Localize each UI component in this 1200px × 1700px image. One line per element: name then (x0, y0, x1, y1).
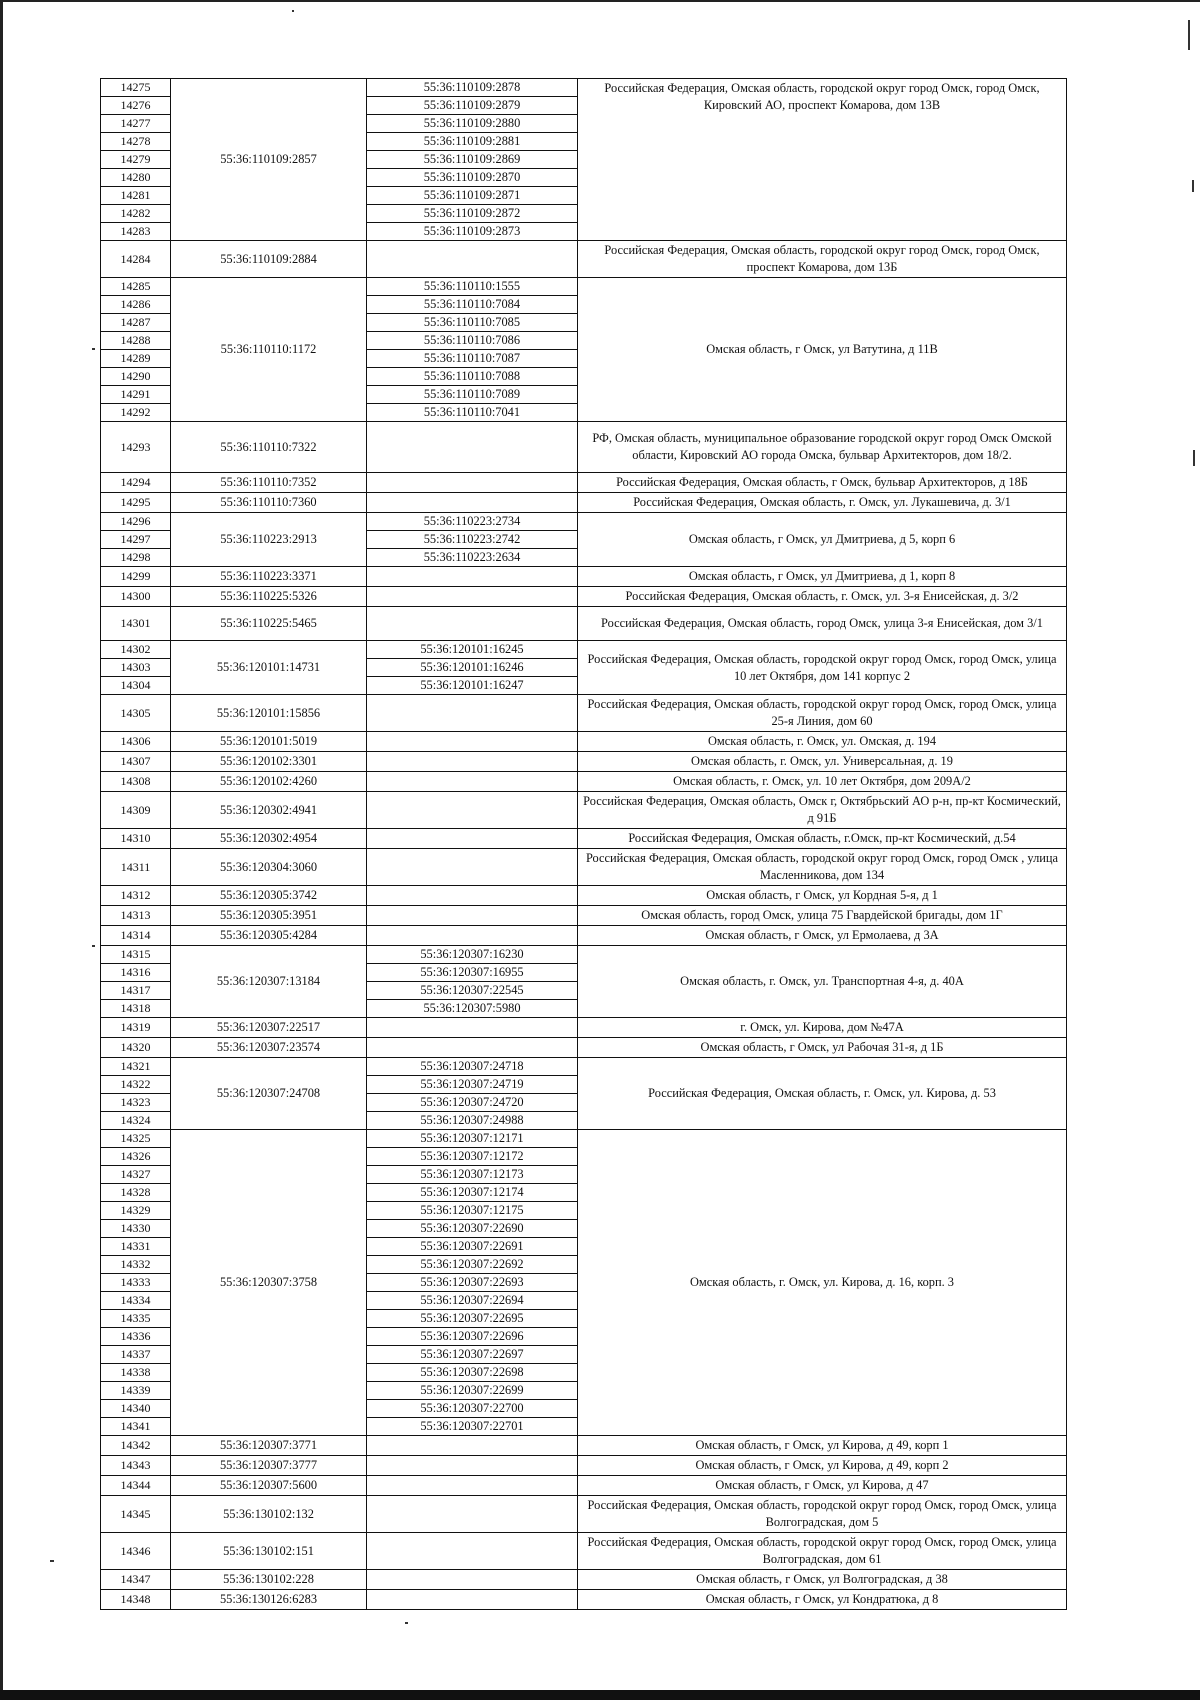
table-row (101, 1456, 1067, 1476)
table-row (101, 849, 1067, 886)
included-object-cell-empty (367, 1533, 578, 1570)
address-cell: Омская область, г. Омск, ул. 10 лет Октября, дом 209А/2 (578, 772, 1067, 792)
row-number-cell: 14346 (101, 1533, 171, 1570)
row-number-cell: 14341 (101, 1418, 171, 1436)
table-row (101, 422, 1067, 473)
cadastral-number-cell: 55:36:120307:23574 (171, 1038, 367, 1058)
cadastral-number-cell: 55:36:110110:7322 (171, 422, 367, 473)
address-cell: Российская Федерация, Омская область, город Омск, улица 3-я Енисейская, дом 3/1 (578, 607, 1067, 641)
row-number-cell: 14339 (101, 1382, 171, 1400)
cadastral-number-cell: 55:36:120307:24708 (171, 1058, 367, 1130)
scan-edge-left (0, 0, 3, 1700)
row-number-cell: 14293 (101, 422, 171, 473)
table-row (101, 1058, 1067, 1076)
cadastral-number-cell: 55:36:120101:14731 (171, 641, 367, 695)
included-object-cell: 55:36:120307:12174 (367, 1184, 578, 1202)
row-number-cell: 14334 (101, 1292, 171, 1310)
included-object-cell: 55:36:120307:22693 (367, 1274, 578, 1292)
table-row (101, 926, 1067, 946)
row-number-cell: 14314 (101, 926, 171, 946)
row-number-cell: 14288 (101, 332, 171, 350)
row-number-cell: 14277 (101, 115, 171, 133)
table-row (101, 1130, 1067, 1148)
included-object-cell: 55:36:120307:16955 (367, 964, 578, 982)
row-number-cell: 14337 (101, 1346, 171, 1364)
row-number-cell: 14301 (101, 607, 171, 641)
included-object-cell: 55:36:110110:1555 (367, 278, 578, 296)
row-number-cell: 14338 (101, 1364, 171, 1382)
included-object-cell-empty (367, 1436, 578, 1456)
cadastral-number-cell: 55:36:120304:3060 (171, 849, 367, 886)
row-number-cell: 14309 (101, 792, 171, 829)
included-object-cell: 55:36:120101:16245 (367, 641, 578, 659)
row-number-cell: 14340 (101, 1400, 171, 1418)
address-cell: Омская область, г Омск, ул Кондратюка, д 8 (578, 1590, 1067, 1610)
table-row (101, 1436, 1067, 1456)
included-object-cell-empty (367, 849, 578, 886)
cadastral-number-cell: 55:36:110225:5465 (171, 607, 367, 641)
row-number-cell: 14318 (101, 1000, 171, 1018)
included-object-cell-empty (367, 607, 578, 641)
included-object-cell: 55:36:120307:12172 (367, 1148, 578, 1166)
row-number-cell: 14307 (101, 752, 171, 772)
included-object-cell-empty (367, 886, 578, 906)
included-object-cell: 55:36:120307:24718 (367, 1058, 578, 1076)
included-object-cell: 55:36:120307:12173 (367, 1166, 578, 1184)
cadastral-number-cell: 55:36:110109:2884 (171, 241, 367, 278)
cadastral-number-cell: 55:36:130102:151 (171, 1533, 367, 1570)
row-number-cell: 14330 (101, 1220, 171, 1238)
included-object-cell: 55:36:110223:2734 (367, 513, 578, 531)
row-number-cell: 14324 (101, 1112, 171, 1130)
address-cell: Омская область, г. Омск, ул. Транспортная 4-я, д. 40А (578, 946, 1067, 1018)
row-number-cell: 14281 (101, 187, 171, 205)
address-cell: Омская область, г Омск, ул Ермолаева, д 3А (578, 926, 1067, 946)
address-cell: Российская Федерация, Омская область, городской округ город Омск, город Омск, улица Волгоградская, дом 5 (578, 1496, 1067, 1533)
address-cell: Омская область, город Омск, улица 75 Гвардейской бригады, дом 1Г (578, 906, 1067, 926)
cadastral-number-cell: 55:36:120305:3951 (171, 906, 367, 926)
cadastral-number-cell: 55:36:120302:4954 (171, 829, 367, 849)
cadastral-number-cell: 55:36:120305:3742 (171, 886, 367, 906)
scan-speck (92, 945, 95, 947)
address-cell: Российская Федерация, Омская область, г. Омск, ул. 3-я Енисейская, д. 3/2 (578, 587, 1067, 607)
included-object-cell: 55:36:120307:22697 (367, 1346, 578, 1364)
row-number-cell: 14311 (101, 849, 171, 886)
scan-edge-bottom (0, 1690, 1200, 1700)
included-object-cell-empty (367, 587, 578, 607)
address-cell: Российская Федерация, Омская область, г. Омск, ул. Лукашевича, д. 3/1 (578, 493, 1067, 513)
table-row (101, 1018, 1067, 1038)
row-number-cell: 14304 (101, 677, 171, 695)
included-object-cell: 55:36:110109:2879 (367, 97, 578, 115)
included-object-cell: 55:36:110109:2872 (367, 205, 578, 223)
included-object-cell-empty (367, 772, 578, 792)
row-number-cell: 14312 (101, 886, 171, 906)
row-number-cell: 14291 (101, 386, 171, 404)
cadastral-number-cell: 55:36:120307:3777 (171, 1456, 367, 1476)
table-row (101, 241, 1067, 278)
included-object-cell: 55:36:110109:2869 (367, 151, 578, 169)
row-number-cell: 14276 (101, 97, 171, 115)
cadastral-number-cell: 55:36:120307:5600 (171, 1476, 367, 1496)
included-object-cell-empty (367, 695, 578, 732)
table-row (101, 829, 1067, 849)
row-number-cell: 14320 (101, 1038, 171, 1058)
included-object-cell: 55:36:120307:22695 (367, 1310, 578, 1328)
included-object-cell: 55:36:120307:24988 (367, 1112, 578, 1130)
cadastral-number-cell: 55:36:110223:3371 (171, 567, 367, 587)
included-object-cell: 55:36:110110:7087 (367, 350, 578, 368)
included-object-cell-empty (367, 1496, 578, 1533)
included-object-cell: 55:36:120101:16247 (367, 677, 578, 695)
row-number-cell: 14305 (101, 695, 171, 732)
address-cell: Омская область, г Омск, ул Волгоградская, д 38 (578, 1570, 1067, 1590)
cadastral-number-cell: 55:36:120102:3301 (171, 752, 367, 772)
row-number-cell: 14289 (101, 350, 171, 368)
included-object-cell: 55:36:120307:24719 (367, 1076, 578, 1094)
row-number-cell: 14335 (101, 1310, 171, 1328)
table-row (101, 79, 1067, 97)
row-number-cell: 14290 (101, 368, 171, 386)
included-object-cell-empty (367, 241, 578, 278)
row-number-cell: 14313 (101, 906, 171, 926)
included-object-cell: 55:36:110110:7041 (367, 404, 578, 422)
row-number-cell: 14300 (101, 587, 171, 607)
table-row (101, 473, 1067, 493)
cadastral-number-cell: 55:36:120101:15856 (171, 695, 367, 732)
table-row (101, 1038, 1067, 1058)
address-cell: Омская область, г Омск, ул Кирова, д 49, корп 1 (578, 1436, 1067, 1456)
included-object-cell: 55:36:120307:22700 (367, 1400, 578, 1418)
included-object-cell-empty (367, 1456, 578, 1476)
included-object-cell-empty (367, 493, 578, 513)
table-row (101, 886, 1067, 906)
address-cell: Российская Федерация, Омская область, городской округ город Омск, город Омск , улица Масленникова, дом 134 (578, 849, 1067, 886)
address-cell: Российская Федерация, Омская область, г.Омск, пр-кт Космический, д.54 (578, 829, 1067, 849)
included-object-cell: 55:36:120307:5980 (367, 1000, 578, 1018)
cadastral-number-cell: 55:36:120102:4260 (171, 772, 367, 792)
included-object-cell: 55:36:120307:22696 (367, 1328, 578, 1346)
table-row (101, 1533, 1067, 1570)
address-cell: Омская область, г. Омск, ул. Кирова, д. 16, корп. 3 (578, 1130, 1067, 1436)
table-row (101, 772, 1067, 792)
cadastral-number-cell: 55:36:110110:7360 (171, 493, 367, 513)
table-row (101, 587, 1067, 607)
row-number-cell: 14297 (101, 531, 171, 549)
included-object-cell: 55:36:120307:22545 (367, 982, 578, 1000)
included-object-cell-empty (367, 906, 578, 926)
table-row (101, 1590, 1067, 1610)
row-number-cell: 14279 (101, 151, 171, 169)
included-object-cell-empty (367, 1590, 578, 1610)
row-number-cell: 14285 (101, 278, 171, 296)
cadastral-number-cell: 55:36:110110:7352 (171, 473, 367, 493)
table-row (101, 752, 1067, 772)
row-number-cell: 14328 (101, 1184, 171, 1202)
cadastral-number-cell: 55:36:110223:2913 (171, 513, 367, 567)
row-number-cell: 14294 (101, 473, 171, 493)
included-object-cell-empty (367, 926, 578, 946)
included-object-cell: 55:36:120307:16230 (367, 946, 578, 964)
included-object-cell: 55:36:120307:22690 (367, 1220, 578, 1238)
row-number-cell: 14302 (101, 641, 171, 659)
address-cell: Омская область, г. Омск, ул. Универсальная, д. 19 (578, 752, 1067, 772)
row-number-cell: 14287 (101, 314, 171, 332)
address-cell: Российская Федерация, Омская область, городской округ город Омск, город Омск, улица 10 лет Октября, дом 141 корпус 2 (578, 641, 1067, 695)
address-cell: Российская Федерация, Омская область, городской округ город Омск, город Омск, улица 25-я Линия, дом 60 (578, 695, 1067, 732)
row-number-cell: 14303 (101, 659, 171, 677)
cadastral-table-body (101, 79, 1067, 1610)
address-cell: РФ, Омская область, муниципальное образование городской округ город Омск Омской области, Кировский АО города Омска, бульвар Архитекторов, дом 18/2. (578, 422, 1067, 473)
address-cell: Омская область, г Омск, ул Рабочая 31-я, д 1Б (578, 1038, 1067, 1058)
included-object-cell-empty (367, 732, 578, 752)
included-object-cell: 55:36:120307:22694 (367, 1292, 578, 1310)
row-number-cell: 14323 (101, 1094, 171, 1112)
table-row (101, 1476, 1067, 1496)
scan-speck (50, 1560, 54, 1562)
address-cell: Омская область, г Омск, ул Кирова, д 47 (578, 1476, 1067, 1496)
included-object-cell-empty (367, 1570, 578, 1590)
table-row (101, 792, 1067, 829)
row-number-cell: 14275 (101, 79, 171, 97)
cadastral-number-cell: 55:36:110109:2857 (171, 79, 367, 241)
included-object-cell-empty (367, 829, 578, 849)
included-object-cell: 55:36:110110:7084 (367, 296, 578, 314)
row-number-cell: 14325 (101, 1130, 171, 1148)
row-number-cell: 14284 (101, 241, 171, 278)
scan-speck (1192, 180, 1194, 192)
row-number-cell: 14319 (101, 1018, 171, 1038)
cadastral-number-cell: 55:36:120307:3771 (171, 1436, 367, 1456)
row-number-cell: 14326 (101, 1148, 171, 1166)
row-number-cell: 14292 (101, 404, 171, 422)
cadastral-number-cell: 55:36:120307:3758 (171, 1130, 367, 1436)
row-number-cell: 14344 (101, 1476, 171, 1496)
row-number-cell: 14310 (101, 829, 171, 849)
included-object-cell-empty (367, 1038, 578, 1058)
address-cell: г. Омск, ул. Кирова, дом №47А (578, 1018, 1067, 1038)
row-number-cell: 14321 (101, 1058, 171, 1076)
included-object-cell: 55:36:110109:2881 (367, 133, 578, 151)
row-number-cell: 14296 (101, 513, 171, 531)
row-number-cell: 14299 (101, 567, 171, 587)
table-row (101, 493, 1067, 513)
address-cell: Омская область, г Омск, ул Дмитриева, д 1, корп 8 (578, 567, 1067, 587)
row-number-cell: 14280 (101, 169, 171, 187)
table-row (101, 567, 1067, 587)
included-object-cell: 55:36:120307:22699 (367, 1382, 578, 1400)
included-object-cell: 55:36:120307:12171 (367, 1130, 578, 1148)
row-number-cell: 14329 (101, 1202, 171, 1220)
row-number-cell: 14336 (101, 1328, 171, 1346)
table-row (101, 1570, 1067, 1590)
cadastral-number-cell: 55:36:120307:13184 (171, 946, 367, 1018)
table-row (101, 1496, 1067, 1533)
included-object-cell: 55:36:110109:2870 (367, 169, 578, 187)
row-number-cell: 14317 (101, 982, 171, 1000)
included-object-cell: 55:36:120307:22691 (367, 1238, 578, 1256)
scan-edge-top (0, 0, 1200, 2)
included-object-cell-empty (367, 473, 578, 493)
included-object-cell: 55:36:120307:24720 (367, 1094, 578, 1112)
row-number-cell: 14282 (101, 205, 171, 223)
row-number-cell: 14347 (101, 1570, 171, 1590)
cadastral-number-cell: 55:36:110225:5326 (171, 587, 367, 607)
included-object-cell: 55:36:120307:22692 (367, 1256, 578, 1274)
scan-speck (92, 348, 95, 350)
address-cell: Омская область, г Омск, ул Кирова, д 49, корп 2 (578, 1456, 1067, 1476)
included-object-cell: 55:36:110109:2871 (367, 187, 578, 205)
row-number-cell: 14316 (101, 964, 171, 982)
cadastral-number-cell: 55:36:120307:22517 (171, 1018, 367, 1038)
table-row (101, 946, 1067, 964)
row-number-cell: 14322 (101, 1076, 171, 1094)
row-number-cell: 14298 (101, 549, 171, 567)
row-number-cell: 14315 (101, 946, 171, 964)
cadastral-number-cell: 55:36:120305:4284 (171, 926, 367, 946)
included-object-cell: 55:36:110223:2742 (367, 531, 578, 549)
row-number-cell: 14278 (101, 133, 171, 151)
cadastral-number-cell: 55:36:130102:228 (171, 1570, 367, 1590)
included-object-cell: 55:36:110109:2878 (367, 79, 578, 97)
row-number-cell: 14306 (101, 732, 171, 752)
included-object-cell: 55:36:110110:7088 (367, 368, 578, 386)
row-number-cell: 14327 (101, 1166, 171, 1184)
row-number-cell: 14286 (101, 296, 171, 314)
cadastral-number-cell: 55:36:130126:6283 (171, 1590, 367, 1610)
row-number-cell: 14295 (101, 493, 171, 513)
row-number-cell: 14332 (101, 1256, 171, 1274)
table-row (101, 732, 1067, 752)
table-row (101, 607, 1067, 641)
included-object-cell: 55:36:110109:2873 (367, 223, 578, 241)
table-row (101, 278, 1067, 296)
address-cell: Российская Федерация, Омская область, Омск г, Октябрьский АО р-н, пр-кт Космический, д 91Б (578, 792, 1067, 829)
address-cell: Омская область, г Омск, ул Дмитриева, д 5, корп 6 (578, 513, 1067, 567)
scan-speck (292, 10, 294, 12)
address-cell: Российская Федерация, Омская область, городской округ город Омск, город Омск, Кировский АО, проспект Комарова, дом 13В (578, 79, 1067, 241)
included-object-cell: 55:36:120307:22701 (367, 1418, 578, 1436)
row-number-cell: 14308 (101, 772, 171, 792)
scan-speck (1193, 450, 1195, 466)
row-number-cell: 14283 (101, 223, 171, 241)
row-number-cell: 14333 (101, 1274, 171, 1292)
included-object-cell: 55:36:120101:16246 (367, 659, 578, 677)
address-cell: Российская Федерация, Омская область, городской округ город Омск, город Омск, проспект Комарова, дом 13Б (578, 241, 1067, 278)
row-number-cell: 14348 (101, 1590, 171, 1610)
table-row (101, 695, 1067, 732)
included-object-cell: 55:36:110110:7085 (367, 314, 578, 332)
included-object-cell: 55:36:110110:7086 (367, 332, 578, 350)
address-cell: Российская Федерация, Омская область, городской округ город Омск, город Омск, улица Волгоградская, дом 61 (578, 1533, 1067, 1570)
included-object-cell: 55:36:110110:7089 (367, 386, 578, 404)
cadastral-number-cell: 55:36:130102:132 (171, 1496, 367, 1533)
included-object-cell-empty (367, 792, 578, 829)
included-object-cell-empty (367, 567, 578, 587)
table-row (101, 641, 1067, 659)
address-cell: Омская область, г Омск, ул Ватутина, д 11В (578, 278, 1067, 422)
table-row (101, 513, 1067, 531)
cadastral-number-cell: 55:36:110110:1172 (171, 278, 367, 422)
included-object-cell-empty (367, 422, 578, 473)
address-cell: Российская Федерация, Омская область, г Омск, бульвар Архитекторов, д 18Б (578, 473, 1067, 493)
address-cell: Омская область, г. Омск, ул. Омская, д. 194 (578, 732, 1067, 752)
row-number-cell: 14331 (101, 1238, 171, 1256)
included-object-cell: 55:36:120307:12175 (367, 1202, 578, 1220)
included-object-cell: 55:36:110223:2634 (367, 549, 578, 567)
row-number-cell: 14345 (101, 1496, 171, 1533)
row-number-cell: 14342 (101, 1436, 171, 1456)
included-object-cell-empty (367, 752, 578, 772)
included-object-cell-empty (367, 1018, 578, 1038)
cadastral-table (100, 78, 1067, 1610)
cadastral-number-cell: 55:36:120302:4941 (171, 792, 367, 829)
cadastral-table-container (100, 78, 1066, 1610)
row-number-cell: 14343 (101, 1456, 171, 1476)
cadastral-number-cell: 55:36:120101:5019 (171, 732, 367, 752)
included-object-cell: 55:36:110109:2880 (367, 115, 578, 133)
table-row (101, 906, 1067, 926)
scan-speck (1188, 20, 1190, 50)
address-cell: Омская область, г Омск, ул Кордная 5-я, д 1 (578, 886, 1067, 906)
included-object-cell: 55:36:120307:22698 (367, 1364, 578, 1382)
included-object-cell-empty (367, 1476, 578, 1496)
scan-speck (405, 1622, 408, 1624)
address-cell: Российская Федерация, Омская область, г. Омск, ул. Кирова, д. 53 (578, 1058, 1067, 1130)
